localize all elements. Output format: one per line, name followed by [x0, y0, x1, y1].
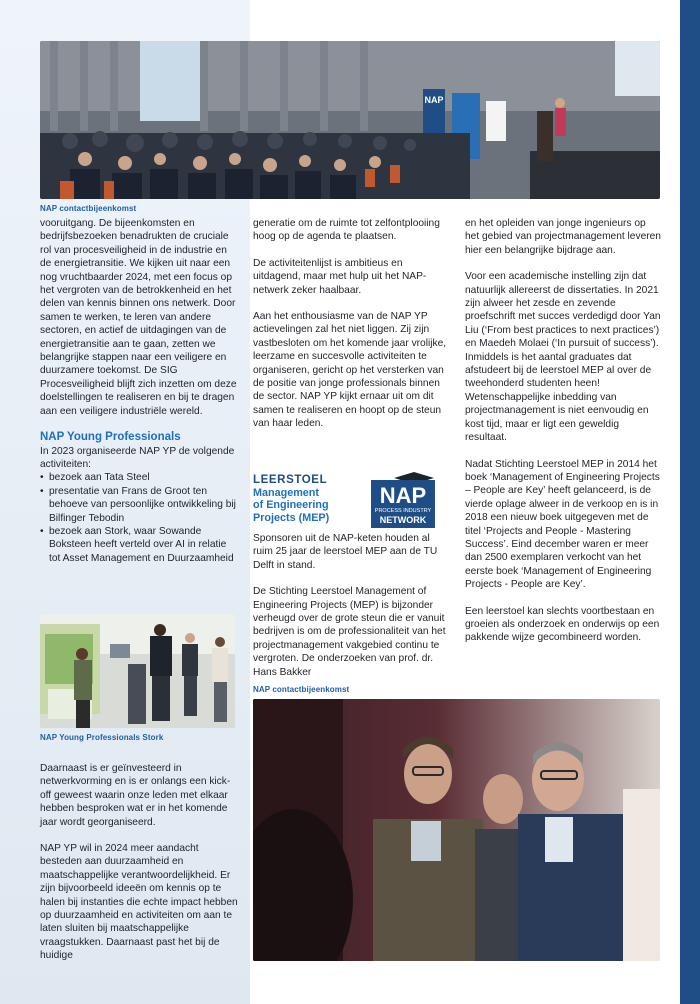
paragraph: NAP YP wil in 2024 meer aandacht besteden aan duurzaamheid en maatschappelijke verantwoordelijkheid. Er zijn bijvoorbeeld ideeën om kennis op te halen bij instanties die echte impact hebben op duurzaamheid en activiteiten om aan te laten sluiten bij maatschappelijke vraagstukken. Daarnaast past het bij de huidige	[40, 843, 238, 962]
paragraph: De Stichting Leerstoel Management of Engineering Projects (MEP) is bijzonder verheugd over de grote steun die er vanuit bedrijven is om de professionaliteit van het projectmanagement vakgebied continu te vergroten. De onderzoeken van prof. dr. Hans Bakker	[253, 586, 446, 678]
audience-photo	[253, 699, 660, 961]
leerstoel-subtitle-line: Projects (MEP)	[253, 511, 330, 524]
paragraph: en het opleiden van jonge ingenieurs op het gebied van projectmanagement leveren hier een belangrijke bijdrage aan.	[465, 218, 661, 256]
section-heading-young-professionals: NAP Young Professionals	[40, 431, 181, 444]
list-item: • presentatie van Frans de Groot ten behoeve van persoonlijke ontwikkeling bij Bilfinger Tebodin	[49, 485, 240, 525]
paragraph: De activiteitenlijst is ambitieus en uitdagend, maar met hulp uit het NAP-netwerk zeker haalbaar.	[253, 257, 427, 296]
paragraph: In 2023 organiseerde NAP YP de volgende activiteiten:	[40, 445, 235, 470]
leerstoel-heading	[253, 474, 363, 524]
top-photo-caption: NAP contactbijeenkomst	[40, 204, 137, 213]
logo-tagline: PROCESS INDUSTRY	[374, 508, 432, 514]
stork-photo-caption: NAP Young Professionals Stork	[40, 733, 164, 742]
paragraph: Sponsoren uit de NAP-keten houden al ruim 25 jaar de leerstoel MEP aan de TU Delft in stand.	[253, 533, 438, 571]
activity-list	[40, 471, 240, 565]
page-edge-bar	[680, 0, 700, 1004]
paragraph: vooruitgang. De bijeenkomsten en bedrijfsbezoeken benadrukten de cruciale rol van procesveiligheid in de industrie en de energietransitie. We kijken uit naar een nog vruchtbaarder 2024, met een focus op het vergroten van de betrokkenheid en het delen van kennis binnen ons netwerk. Door samen te werken, te leren van andere sectoren, en actief de uitdagingen van de energietransitie aan te gaan, zetten we belangrijke stappen naar een veiligere en duurzamere toekomst. De SIG Procesveiligheid blijft zich inzetten om deze doelstellingen te realiseren en bij te dragen aan een veiligere industriële wereld.	[40, 218, 237, 417]
column-3	[465, 217, 661, 658]
column-2	[253, 217, 449, 444]
column-1-continued	[40, 762, 240, 976]
logo-wordmark: NAP	[379, 483, 427, 508]
column-2-continued	[253, 532, 449, 692]
list-item: • bezoek aan Tata Steel	[49, 471, 240, 484]
paragraph: Aan het enthousiasme van de NAP YP actievelingen zal het niet liggen. Zij zijn vastbesloten om het komende jaar vrolijke, leerzame en succesvolle activiteiten te organiseren, gericht op het versterken van de positie van jonge professionals binnen de sector. NAP YP kijkt ernaar uit om dit samen te realiseren en hoopt op de steun van haar leden.	[253, 311, 447, 430]
paragraph: Nadat Stichting Leerstoel MEP in 2014 het boek ‘Management of Engineering Projects – People are Key’ heeft gelanceerd, is de vierde oplage alweer in de verkoop en is in 2018 een nieuw boek uitgegeven met de titel ‘Projects and People - Mastering Success’. Eind december waren er meer dan 2500 exemplaren verkocht van het eerste boek ‘Management of Engineering Projects - People are Key’.	[465, 458, 660, 591]
leerstoel-subtitle-line: Management	[253, 486, 319, 499]
right-photo-caption: NAP contactbijeenkomst	[253, 685, 350, 694]
nap-network-logo	[370, 470, 436, 530]
banner-text: NAP	[424, 95, 444, 105]
stork-visit-photo	[40, 614, 235, 728]
paragraph: Een leerstoel kan slechts voortbestaan en groeien als onderzoek en onderwijs op een pakkende wijze gecombineerd worden.	[465, 605, 660, 644]
leerstoel-subtitle-line: of Engineering	[253, 499, 329, 511]
paragraph: Voor een academische instelling zijn dat natuurlijk allereerst de dissertaties. In 2021 zijn alweer het zesde en zevende proefschrift met succes verdedigd door Yan Liu (‘From best practices to next practices’) en Maedeh Molaei (‘In pursuit of success’). Inmiddels is het aantal graduates dat afstudeert bij de leerstoel MEP al over de tweehonderd studenten heen! Wetenschappelijke inbedding van projectmanagement is niet eenvoudig en kost tijd, maar er ligt een geweldig resultaat.	[465, 271, 661, 444]
list-item: • bezoek aan Stork, waar Sowande Boksteen heeft verteld over AI in relatie tot Asset Management en Duurzaamheid	[49, 525, 240, 565]
conference-photo	[40, 41, 660, 199]
leerstoel-title: LEERSTOEL	[253, 474, 328, 486]
logo-tagline: NETWORK	[379, 515, 427, 525]
column-1	[40, 217, 240, 565]
paragraph: generatie om de ruimte tot zelfontplooiing hoog op de agenda te plaatsen.	[253, 218, 440, 243]
paragraph: Daarnaast is er geïnvesteerd in netwerkvorming en is er onlangs een kick-off geweest waarin onze leden met elkaar hebben besproken wat er in het komende jaar wordt georganiseerd.	[40, 763, 231, 828]
